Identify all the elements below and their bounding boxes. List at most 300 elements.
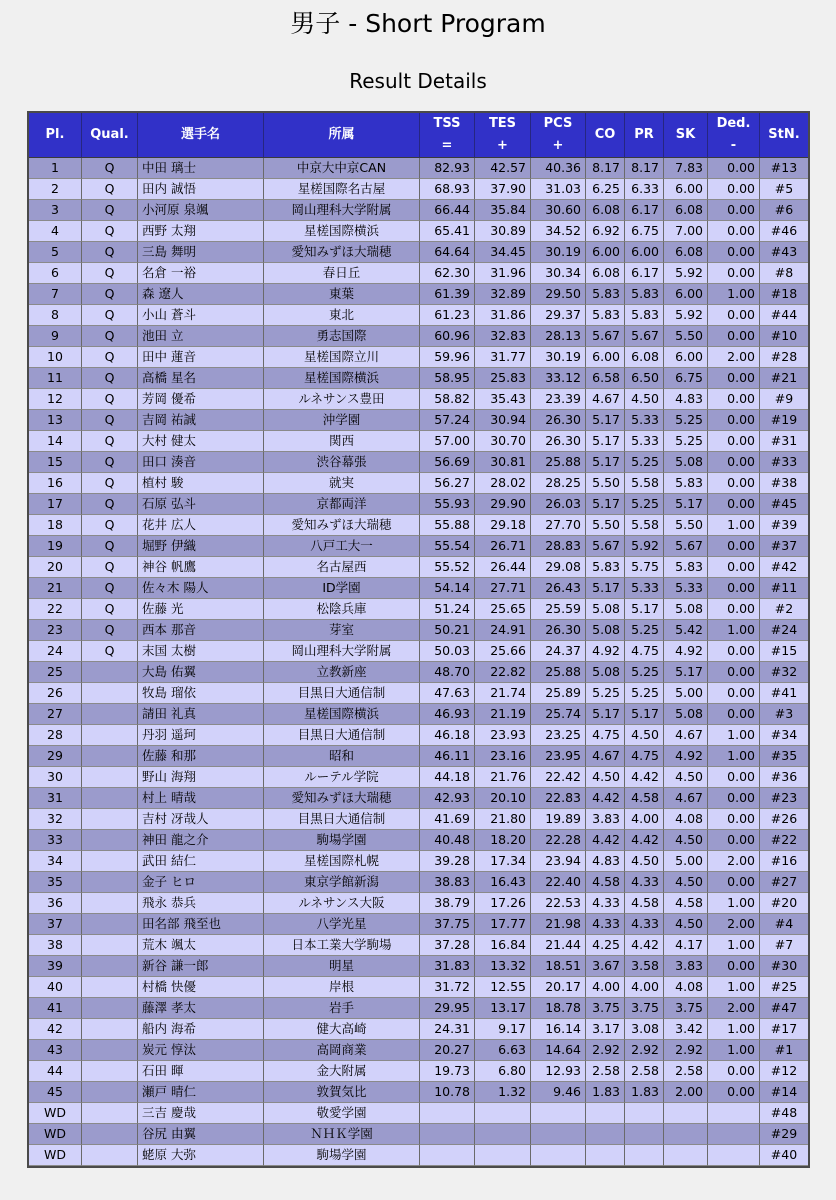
sk-cell: 5.17 (664, 662, 708, 683)
deduction-cell: 1.00 (708, 515, 760, 536)
tes-cell: 6.80 (475, 1061, 531, 1082)
co-cell: 6.00 (586, 347, 625, 368)
club-cell: 星槎国際横浜 (264, 368, 420, 389)
table-row (29, 977, 808, 998)
tss-cell: 55.88 (420, 515, 475, 536)
tss-cell: 51.24 (420, 599, 475, 620)
club-cell: 敬愛学園 (264, 1103, 420, 1124)
club-cell: 高岡商業 (264, 1040, 420, 1061)
pr-cell: 5.75 (625, 557, 664, 578)
sk-cell: 4.92 (664, 746, 708, 767)
start-number-cell: #19 (760, 410, 808, 431)
tss-cell: 57.00 (420, 431, 475, 452)
start-number-cell: #9 (760, 389, 808, 410)
tss-cell: 46.93 (420, 704, 475, 725)
qual-cell (82, 998, 138, 1019)
club-cell: 春日丘 (264, 263, 420, 284)
tss-cell: 19.73 (420, 1061, 475, 1082)
co-cell: 4.25 (586, 935, 625, 956)
tss-cell: 40.48 (420, 830, 475, 851)
co-cell: 3.83 (586, 809, 625, 830)
tss-cell: 20.27 (420, 1040, 475, 1061)
skater-name-cell: 請田 礼真 (138, 704, 264, 725)
pcs-cell: 19.89 (531, 809, 586, 830)
club-cell: 八学光星 (264, 914, 420, 935)
deduction-cell: 0.00 (708, 242, 760, 263)
skater-name-cell: 佐藤 和那 (138, 746, 264, 767)
table-row (29, 326, 808, 347)
co-cell: 5.17 (586, 431, 625, 452)
rank-cell: 33 (29, 830, 82, 851)
pcs-cell: 16.14 (531, 1019, 586, 1040)
deduction-cell: 0.00 (708, 368, 760, 389)
tes-cell: 17.34 (475, 851, 531, 872)
deduction-cell: 0.00 (708, 263, 760, 284)
tes-cell: 30.81 (475, 452, 531, 473)
rank-cell: WD (29, 1145, 82, 1166)
skater-name-cell: 藤澤 孝太 (138, 998, 264, 1019)
start-number-cell: #34 (760, 725, 808, 746)
tes-cell: 31.77 (475, 347, 531, 368)
deduction-cell: 1.00 (708, 1019, 760, 1040)
start-number-cell: #24 (760, 620, 808, 641)
skater-name-cell: 池田 立 (138, 326, 264, 347)
rank-cell: 9 (29, 326, 82, 347)
tss-cell: 10.78 (420, 1082, 475, 1103)
tss-cell: 82.93 (420, 158, 475, 179)
skater-name-cell: 村上 晴哉 (138, 788, 264, 809)
club-cell: 立教新座 (264, 662, 420, 683)
sk-cell: 5.83 (664, 473, 708, 494)
header-tes (475, 113, 531, 158)
tss-cell: 55.54 (420, 536, 475, 557)
rank-cell: 45 (29, 1082, 82, 1103)
table-row (29, 389, 808, 410)
pcs-cell: 21.44 (531, 935, 586, 956)
sk-cell: 6.00 (664, 347, 708, 368)
tes-cell: 31.96 (475, 263, 531, 284)
deduction-cell: 0.00 (708, 494, 760, 515)
sk-cell: 5.50 (664, 515, 708, 536)
start-number-cell: #4 (760, 914, 808, 935)
start-number-cell: #6 (760, 200, 808, 221)
tes-cell: 6.63 (475, 1040, 531, 1061)
qual-cell (82, 1103, 138, 1124)
table-row (29, 494, 808, 515)
pcs-cell: 30.19 (531, 347, 586, 368)
pr-cell: 5.92 (625, 536, 664, 557)
co-cell: 2.58 (586, 1061, 625, 1082)
pcs-cell: 22.83 (531, 788, 586, 809)
pcs-cell: 30.60 (531, 200, 586, 221)
tes-cell: 13.17 (475, 998, 531, 1019)
header-co: CO (586, 113, 625, 158)
skater-name-cell: 中田 璃士 (138, 158, 264, 179)
tss-cell: 65.41 (420, 221, 475, 242)
pr-cell: 4.50 (625, 389, 664, 410)
sk-cell: 4.83 (664, 389, 708, 410)
pcs-cell: 12.93 (531, 1061, 586, 1082)
deduction-cell: 2.00 (708, 851, 760, 872)
rank-cell: 13 (29, 410, 82, 431)
skater-name-cell: 武田 結仁 (138, 851, 264, 872)
deduction-cell: 0.00 (708, 704, 760, 725)
tss-cell: 60.96 (420, 326, 475, 347)
co-cell: 4.50 (586, 767, 625, 788)
sk-cell: 4.92 (664, 641, 708, 662)
qual-cell (82, 914, 138, 935)
pr-cell: 4.33 (625, 914, 664, 935)
qual-cell (82, 1040, 138, 1061)
deduction-cell (708, 1145, 760, 1166)
deduction-cell: 0.00 (708, 830, 760, 851)
tes-cell: 20.10 (475, 788, 531, 809)
pcs-cell (531, 1145, 586, 1166)
rank-cell: 22 (29, 599, 82, 620)
tss-cell: 29.95 (420, 998, 475, 1019)
pr-cell: 3.75 (625, 998, 664, 1019)
pr-cell: 3.08 (625, 1019, 664, 1040)
club-cell: 星槎国際札幌 (264, 851, 420, 872)
table-row (29, 284, 808, 305)
skater-name-cell: 森 遼人 (138, 284, 264, 305)
pcs-cell: 23.25 (531, 725, 586, 746)
skater-name-cell: 丹羽 遥珂 (138, 725, 264, 746)
rank-cell: 24 (29, 641, 82, 662)
rank-cell: 16 (29, 473, 82, 494)
tes-cell: 22.82 (475, 662, 531, 683)
qual-cell: Q (82, 326, 138, 347)
start-number-cell: #44 (760, 305, 808, 326)
sk-cell: 5.50 (664, 326, 708, 347)
co-cell: 3.75 (586, 998, 625, 1019)
rank-cell: 34 (29, 851, 82, 872)
tes-cell (475, 1103, 531, 1124)
table-row (29, 578, 808, 599)
club-cell: 敦賀気比 (264, 1082, 420, 1103)
pr-cell: 4.75 (625, 641, 664, 662)
co-cell: 4.00 (586, 977, 625, 998)
co-cell: 4.58 (586, 872, 625, 893)
start-number-cell: #45 (760, 494, 808, 515)
start-number-cell: #3 (760, 704, 808, 725)
skater-name-cell: 西本 那音 (138, 620, 264, 641)
rank-cell: 26 (29, 683, 82, 704)
deduction-cell (708, 1103, 760, 1124)
deduction-cell: 2.00 (708, 347, 760, 368)
pcs-cell: 23.39 (531, 389, 586, 410)
deduction-cell: 0.00 (708, 872, 760, 893)
table-row (29, 851, 808, 872)
pr-cell: 5.25 (625, 620, 664, 641)
rank-cell: 4 (29, 221, 82, 242)
qual-cell: Q (82, 557, 138, 578)
pr-cell: 6.00 (625, 242, 664, 263)
co-cell: 2.92 (586, 1040, 625, 1061)
pcs-cell: 28.83 (531, 536, 586, 557)
club-cell: ＮＨＫ学園 (264, 1124, 420, 1145)
qual-cell: Q (82, 494, 138, 515)
tss-cell: 38.83 (420, 872, 475, 893)
table-row (29, 200, 808, 221)
rank-cell: 21 (29, 578, 82, 599)
deduction-cell: 0.00 (708, 1082, 760, 1103)
pr-cell: 5.33 (625, 431, 664, 452)
start-number-cell: #1 (760, 1040, 808, 1061)
qual-cell (82, 872, 138, 893)
rank-cell: 35 (29, 872, 82, 893)
skater-name-cell: 船内 海希 (138, 1019, 264, 1040)
sk-cell: 5.92 (664, 305, 708, 326)
table-row (29, 473, 808, 494)
club-cell: 駒場学園 (264, 1145, 420, 1166)
pcs-cell: 22.40 (531, 872, 586, 893)
skater-name-cell: 三吉 慶哉 (138, 1103, 264, 1124)
co-cell (586, 1103, 625, 1124)
tss-cell: 31.72 (420, 977, 475, 998)
sk-cell: 4.67 (664, 788, 708, 809)
club-cell: 東北 (264, 305, 420, 326)
skater-name-cell: 谷尻 由翼 (138, 1124, 264, 1145)
pcs-cell: 25.88 (531, 452, 586, 473)
start-number-cell: #41 (760, 683, 808, 704)
pr-cell: 8.17 (625, 158, 664, 179)
pcs-cell: 23.95 (531, 746, 586, 767)
deduction-cell: 0.00 (708, 431, 760, 452)
pcs-cell: 29.08 (531, 557, 586, 578)
table-row (29, 1145, 808, 1166)
qual-cell: Q (82, 515, 138, 536)
club-cell: ルネサンス豊田 (264, 389, 420, 410)
start-number-cell: #28 (760, 347, 808, 368)
sk-cell: 4.50 (664, 914, 708, 935)
rank-cell: WD (29, 1124, 82, 1145)
rank-cell: 38 (29, 935, 82, 956)
club-cell: 東葉 (264, 284, 420, 305)
skater-name-cell: 植村 駿 (138, 473, 264, 494)
co-cell: 4.42 (586, 830, 625, 851)
tes-cell: 23.93 (475, 725, 531, 746)
co-cell: 5.83 (586, 305, 625, 326)
table-row (29, 221, 808, 242)
pr-cell: 4.33 (625, 872, 664, 893)
table-row (29, 1103, 808, 1124)
header-stn: StN. (760, 113, 808, 158)
pr-cell: 5.33 (625, 410, 664, 431)
skater-name-cell: 牧島 瑠依 (138, 683, 264, 704)
tes-cell: 25.66 (475, 641, 531, 662)
sk-cell: 3.75 (664, 998, 708, 1019)
club-cell: 健大高崎 (264, 1019, 420, 1040)
table-row (29, 1061, 808, 1082)
co-cell: 5.17 (586, 704, 625, 725)
table-row (29, 914, 808, 935)
start-number-cell: #30 (760, 956, 808, 977)
deduction-cell: 0.00 (708, 536, 760, 557)
co-cell: 4.42 (586, 788, 625, 809)
sk-cell: 6.00 (664, 284, 708, 305)
pr-cell: 6.17 (625, 200, 664, 221)
co-cell: 4.33 (586, 914, 625, 935)
co-cell: 5.17 (586, 410, 625, 431)
pr-cell: 5.67 (625, 326, 664, 347)
qual-cell (82, 809, 138, 830)
sk-cell: 5.25 (664, 410, 708, 431)
co-cell (586, 1145, 625, 1166)
pcs-cell: 26.43 (531, 578, 586, 599)
start-number-cell: #20 (760, 893, 808, 914)
tes-cell: 27.71 (475, 578, 531, 599)
table-row (29, 1082, 808, 1103)
skater-name-cell: 吉岡 祐誠 (138, 410, 264, 431)
deduction-cell: 0.00 (708, 305, 760, 326)
sk-cell (664, 1124, 708, 1145)
start-number-cell: #47 (760, 998, 808, 1019)
table-row (29, 725, 808, 746)
tss-cell: 62.30 (420, 263, 475, 284)
qual-cell: Q (82, 284, 138, 305)
sk-cell: 5.67 (664, 536, 708, 557)
co-cell: 3.17 (586, 1019, 625, 1040)
pcs-cell: 31.03 (531, 179, 586, 200)
start-number-cell: #15 (760, 641, 808, 662)
qual-cell: Q (82, 179, 138, 200)
sk-cell: 5.08 (664, 599, 708, 620)
table-row (29, 368, 808, 389)
pr-cell: 5.17 (625, 704, 664, 725)
club-cell: ID学園 (264, 578, 420, 599)
qual-cell (82, 851, 138, 872)
start-number-cell: #10 (760, 326, 808, 347)
rank-cell: 20 (29, 557, 82, 578)
tss-cell: 38.79 (420, 893, 475, 914)
tss-cell: 54.14 (420, 578, 475, 599)
table-row (29, 1124, 808, 1145)
header-pl: Pl. (29, 113, 82, 158)
skater-name-cell: 名倉 一裕 (138, 263, 264, 284)
co-cell: 6.08 (586, 200, 625, 221)
pcs-cell: 18.78 (531, 998, 586, 1019)
rank-cell: 1 (29, 158, 82, 179)
tss-cell: 46.11 (420, 746, 475, 767)
qual-cell (82, 704, 138, 725)
tes-cell: 30.94 (475, 410, 531, 431)
pcs-cell: 9.46 (531, 1082, 586, 1103)
co-cell: 8.17 (586, 158, 625, 179)
pcs-cell: 29.50 (531, 284, 586, 305)
start-number-cell: #26 (760, 809, 808, 830)
sk-cell (664, 1103, 708, 1124)
start-number-cell: #23 (760, 788, 808, 809)
deduction-cell: 0.00 (708, 473, 760, 494)
tss-cell: 58.82 (420, 389, 475, 410)
tes-cell: 21.76 (475, 767, 531, 788)
pr-cell (625, 1124, 664, 1145)
table-row (29, 935, 808, 956)
skater-name-cell: 炭元 惇汰 (138, 1040, 264, 1061)
co-cell: 4.83 (586, 851, 625, 872)
qual-cell (82, 1061, 138, 1082)
qual-cell: Q (82, 158, 138, 179)
header-name: 選手名 (138, 113, 264, 158)
club-cell: 名古屋西 (264, 557, 420, 578)
deduction-cell: 2.00 (708, 998, 760, 1019)
sk-cell: 5.08 (664, 452, 708, 473)
club-cell: 愛知みずほ大瑞穂 (264, 788, 420, 809)
pcs-cell: 21.98 (531, 914, 586, 935)
sk-cell: 5.83 (664, 557, 708, 578)
tes-cell: 24.91 (475, 620, 531, 641)
table-row (29, 305, 808, 326)
header-tes-symbol: + (497, 138, 508, 153)
start-number-cell: #37 (760, 536, 808, 557)
tes-cell: 21.19 (475, 704, 531, 725)
start-number-cell: #40 (760, 1145, 808, 1166)
rank-cell: 28 (29, 725, 82, 746)
tss-cell (420, 1103, 475, 1124)
sk-cell: 6.08 (664, 242, 708, 263)
co-cell: 5.08 (586, 620, 625, 641)
pr-cell: 4.42 (625, 767, 664, 788)
co-cell (586, 1124, 625, 1145)
tss-cell: 68.93 (420, 179, 475, 200)
tss-cell: 61.39 (420, 284, 475, 305)
start-number-cell: #46 (760, 221, 808, 242)
tes-cell: 37.90 (475, 179, 531, 200)
co-cell: 5.17 (586, 578, 625, 599)
tes-cell: 16.43 (475, 872, 531, 893)
rank-cell: WD (29, 1103, 82, 1124)
club-cell: 目黒日大通信制 (264, 725, 420, 746)
pcs-cell: 20.17 (531, 977, 586, 998)
qual-cell: Q (82, 536, 138, 557)
pcs-cell: 29.37 (531, 305, 586, 326)
sk-cell: 2.58 (664, 1061, 708, 1082)
pr-cell: 4.58 (625, 788, 664, 809)
co-cell: 4.33 (586, 893, 625, 914)
tes-cell: 42.57 (475, 158, 531, 179)
table-row (29, 1019, 808, 1040)
start-number-cell: #27 (760, 872, 808, 893)
header-sk: SK (664, 113, 708, 158)
table-row (29, 788, 808, 809)
sk-cell: 5.42 (664, 620, 708, 641)
tss-cell: 31.83 (420, 956, 475, 977)
start-number-cell: #17 (760, 1019, 808, 1040)
start-number-cell: #14 (760, 1082, 808, 1103)
club-cell: 星槎国際横浜 (264, 221, 420, 242)
tes-cell: 9.17 (475, 1019, 531, 1040)
pcs-cell: 25.74 (531, 704, 586, 725)
start-number-cell: #7 (760, 935, 808, 956)
club-cell: ルーテル学院 (264, 767, 420, 788)
sk-cell: 4.17 (664, 935, 708, 956)
header-tss-label: TSS (433, 116, 461, 131)
pr-cell: 5.17 (625, 599, 664, 620)
start-number-cell: #22 (760, 830, 808, 851)
skater-name-cell: 石原 弘斗 (138, 494, 264, 515)
table-row (29, 557, 808, 578)
pcs-cell: 28.13 (531, 326, 586, 347)
co-cell: 5.08 (586, 599, 625, 620)
tss-cell: 42.93 (420, 788, 475, 809)
skater-name-cell: 神田 龍之介 (138, 830, 264, 851)
tss-cell: 48.70 (420, 662, 475, 683)
pr-cell: 6.17 (625, 263, 664, 284)
tes-cell: 21.74 (475, 683, 531, 704)
pr-cell (625, 1103, 664, 1124)
rank-cell: 23 (29, 620, 82, 641)
